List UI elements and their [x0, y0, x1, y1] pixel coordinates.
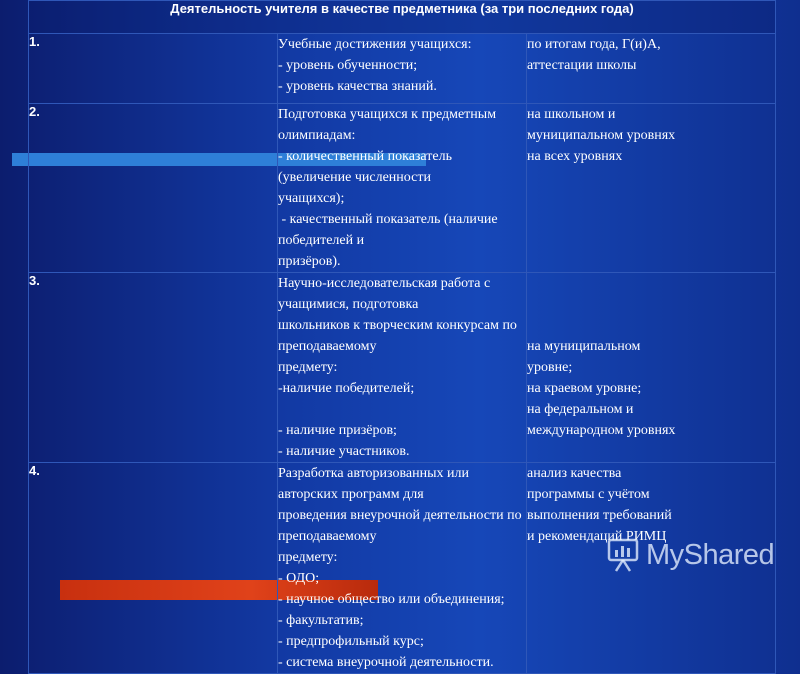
row-number: 1. [29, 34, 278, 104]
description-line: - количественный показатель (увеличение численности [278, 149, 456, 185]
line-gap [278, 399, 526, 420]
level-line: и рекомендаций РИМЦ [527, 529, 667, 544]
description-line: Научно-исследовательская работа с учащимися, подготовка [278, 276, 494, 312]
level-line: на школьном и [527, 107, 616, 122]
description-line: -наличие победителей; [278, 381, 415, 396]
evaluation-level [527, 273, 776, 463]
description-line: Учебные достижения учащихся: [278, 37, 472, 52]
level-line: на федеральном и [527, 402, 634, 417]
description-line: - наличие участников. [278, 444, 410, 459]
description-line: - система внеурочной деятельности. [278, 655, 494, 670]
description-line: проведения внеурочной деятельности по преподаваемому [278, 508, 526, 544]
level-line: на краевом уровне; [527, 381, 642, 396]
slide-frame [28, 0, 776, 670]
evaluation-level [527, 104, 776, 273]
level-line: международном уровнях [527, 423, 676, 438]
table-row [29, 104, 776, 273]
watermark-text: MyShared [646, 538, 775, 571]
level-line: на всех уровнях [527, 149, 623, 164]
description-line: учащихся); [278, 191, 345, 206]
activity-description [278, 34, 527, 104]
description-line: - уровень качества знаний. [278, 79, 437, 94]
evaluation-level [527, 34, 776, 104]
description-line: предмету: [278, 360, 338, 375]
description-line: Подготовка учащихся к предметным олимпиадам: [278, 107, 500, 143]
line-gap [527, 273, 775, 294]
description-line: - предпрофильный курс; [278, 634, 424, 649]
table-row [29, 34, 776, 104]
level-line: аттестации школы [527, 58, 637, 73]
line-gap [527, 315, 775, 336]
level-line: на муниципальном [527, 339, 641, 354]
level-line: муниципальном уровнях [527, 128, 676, 143]
level-line: по итогам года, Г(и)А, [527, 37, 661, 52]
description-line: - качественный показатель (наличие победителей и [278, 212, 502, 248]
level-line: уровне; [527, 360, 573, 375]
activity-description [278, 463, 527, 674]
description-line: Разработка авторизованных или авторских программ для [278, 466, 473, 502]
description-line: - уровень обученности; [278, 58, 418, 73]
activity-description [278, 104, 527, 273]
description-line: предмету: [278, 550, 338, 565]
row-number: 2. [29, 104, 278, 273]
table-header: Деятельность учителя в качестве предметника (за три последних года) [29, 1, 776, 34]
row-number: 4. [29, 463, 278, 674]
table-row [29, 273, 776, 463]
description-line: призёров). [278, 254, 341, 269]
description-line: - факультатив; [278, 613, 364, 628]
presentation-chart-icon [606, 536, 640, 574]
level-line: анализ качества [527, 466, 622, 481]
myshared-watermark [606, 533, 786, 577]
level-line: выполнения требований [527, 508, 672, 523]
level-line: программы с учётом [527, 487, 650, 502]
description-line: - ОДО; [278, 571, 320, 586]
description-line: школьников к творческим конкурсам по преподаваемому [278, 318, 521, 354]
description-line: - научное общество или объединения; [278, 592, 505, 607]
row-number: 3. [29, 273, 278, 463]
description-line: - наличие призёров; [278, 423, 397, 438]
activity-description [278, 273, 527, 463]
line-gap [527, 294, 775, 315]
